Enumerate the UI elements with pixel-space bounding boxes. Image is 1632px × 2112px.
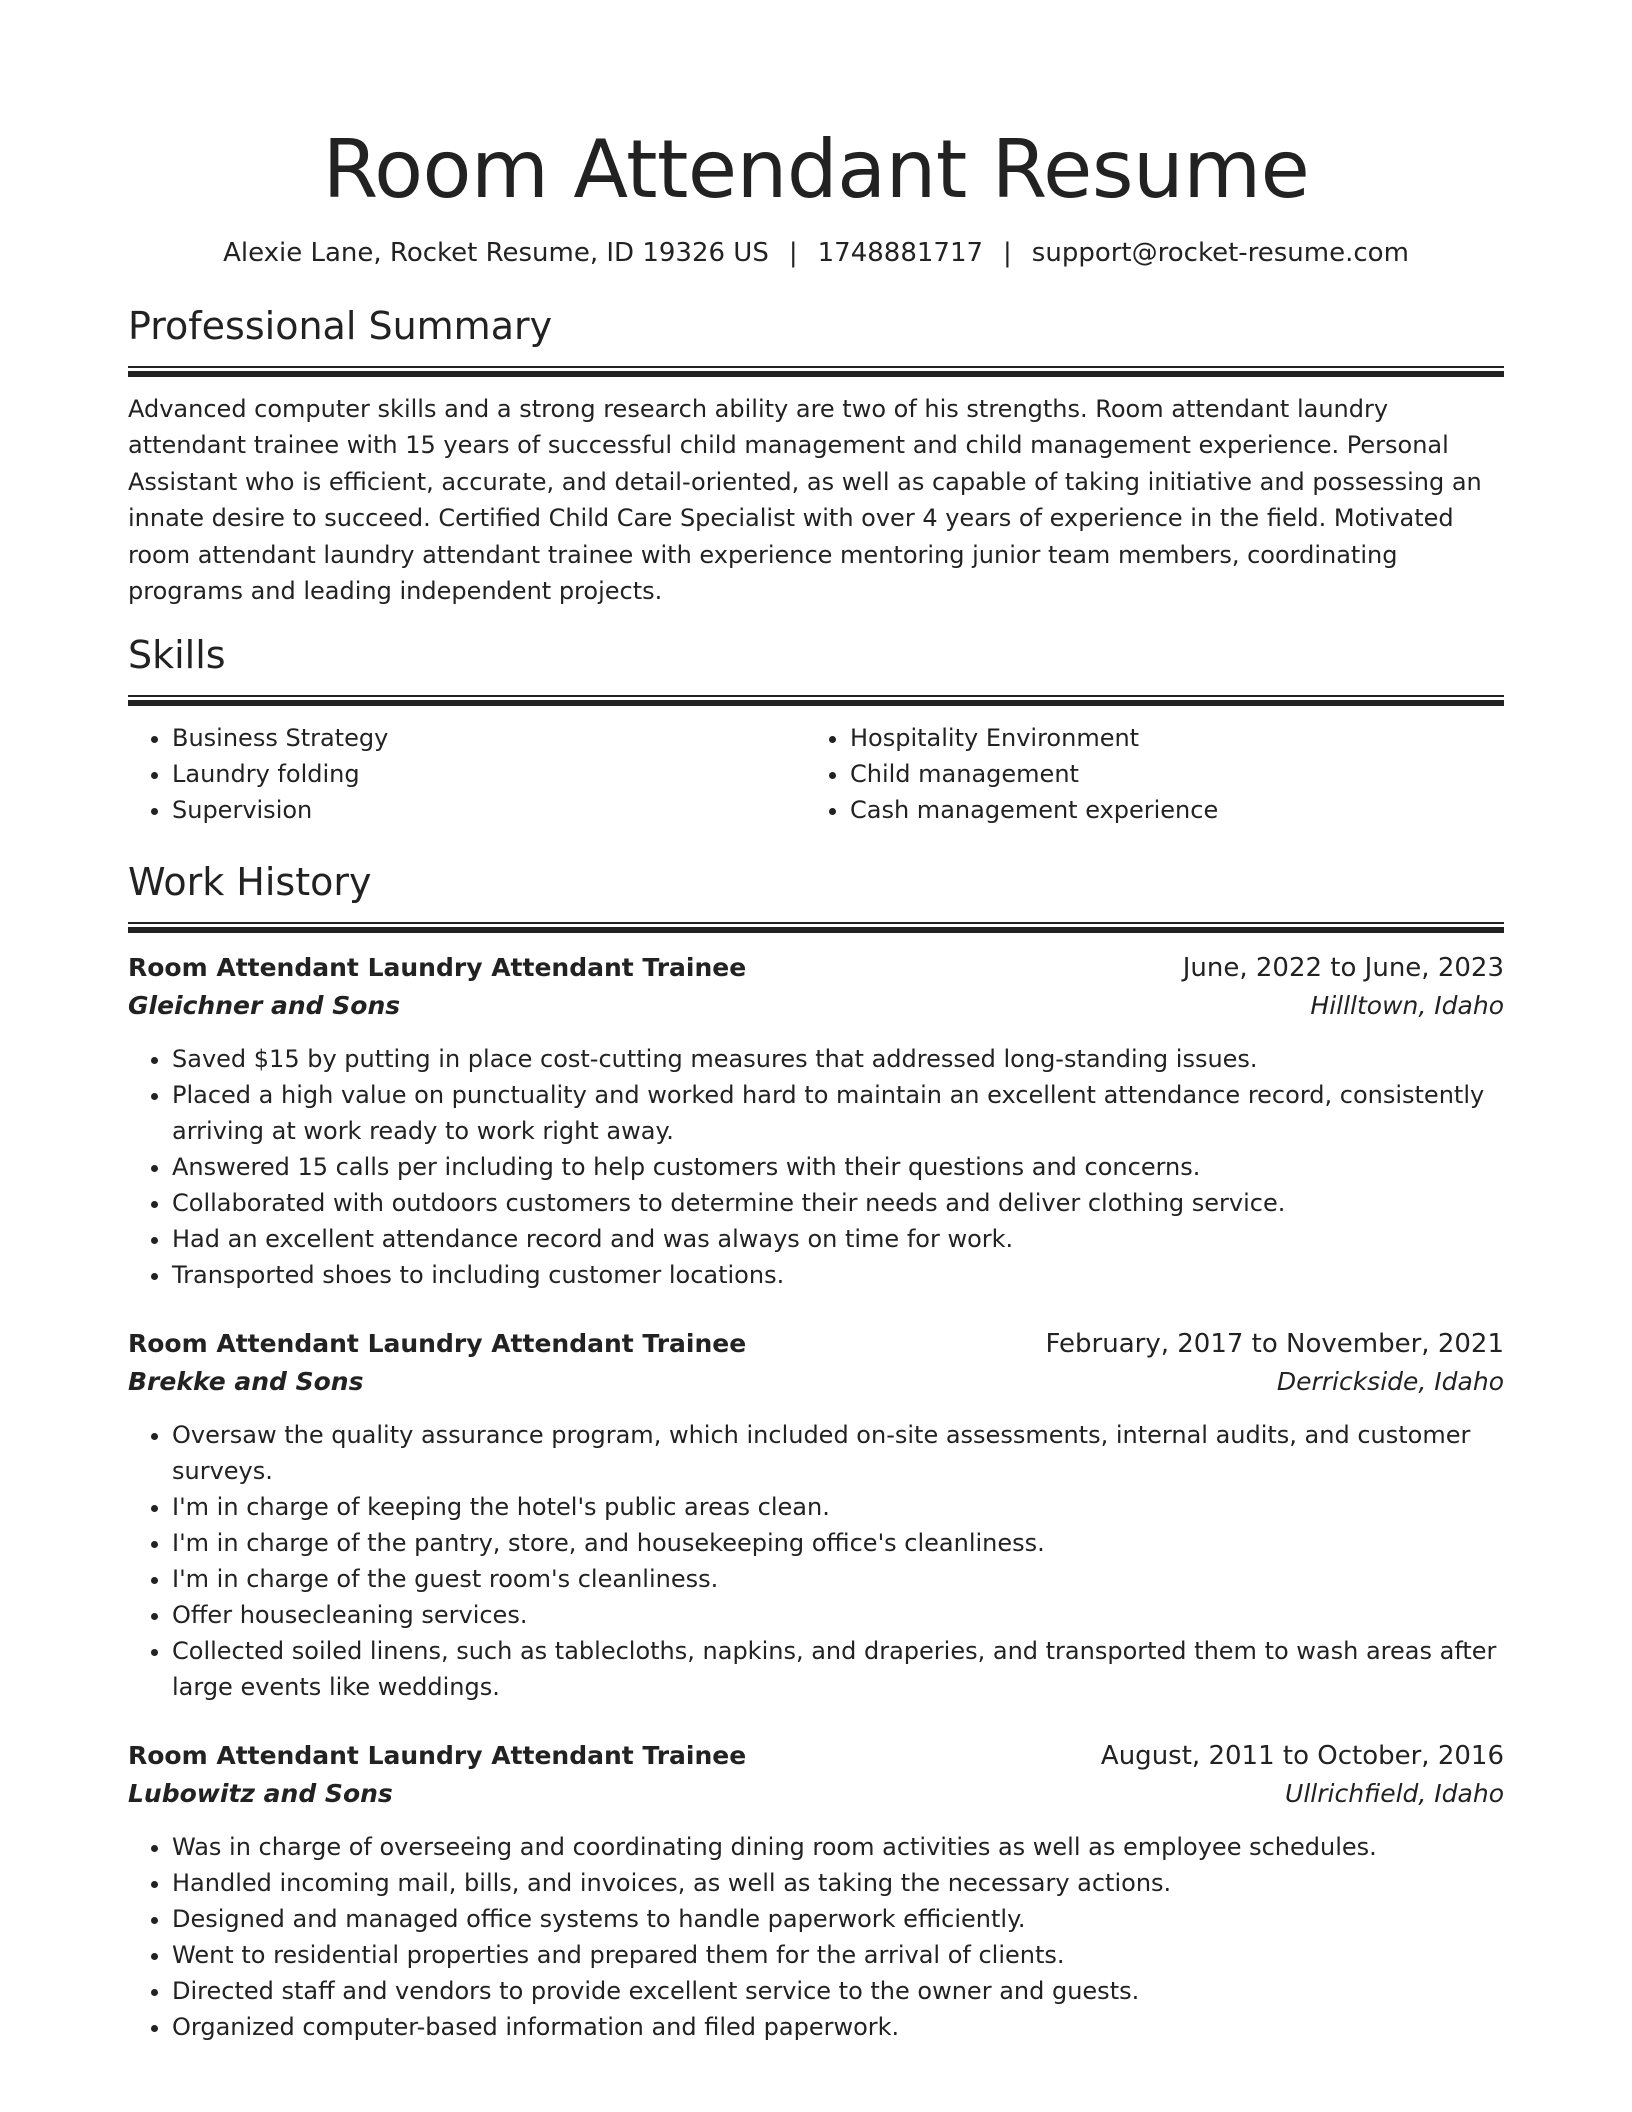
job-bullet: • Answered 15 calls per including to help customers with their questions and concerns. xyxy=(172,1149,1504,1185)
job-dates: June, 2022 to June, 2023 xyxy=(1182,953,1504,984)
skill-item: • Laundry folding xyxy=(172,756,806,792)
skills-heading: Skills xyxy=(128,633,226,678)
job-location: Hillltown, Idaho xyxy=(1310,991,1504,1021)
job-header xyxy=(128,949,1504,987)
summary-heading: Professional Summary xyxy=(128,304,553,348)
job-bullets xyxy=(128,1417,1504,1705)
job-bullet: • Handled incoming mail, bills, and invoices, as well as taking the necessary actions. xyxy=(172,1865,1504,1901)
skills-section xyxy=(128,631,1504,828)
job-bullets xyxy=(128,1829,1504,2045)
job-header xyxy=(128,1737,1504,1775)
job-bullet: • Was in charge of overseeing and coordinating dining room activities as well as employee schedules. xyxy=(172,1829,1504,1865)
job-location: Ullrichfield, Idaho xyxy=(1285,1779,1504,1809)
contact-line xyxy=(128,236,1504,270)
skill-item: • Supervision xyxy=(172,792,806,828)
resume-page xyxy=(128,0,1504,2077)
section-divider xyxy=(128,366,1504,377)
job-entry xyxy=(128,949,1504,1293)
job-subheader xyxy=(128,987,1504,1025)
job-bullet: • Went to residential properties and prepared them for the arrival of clients. xyxy=(172,1937,1504,1973)
section-divider xyxy=(128,695,1504,706)
job-subheader xyxy=(128,1363,1504,1401)
job-bullet: • Oversaw the quality assurance program, which included on-site assessments, internal audits, and customer surveys. xyxy=(172,1417,1504,1489)
job-entry xyxy=(128,1737,1504,2045)
resume-title: Room Attendant Resume xyxy=(322,123,1310,216)
job-dates: February, 2017 to November, 2021 xyxy=(1045,1329,1504,1360)
skill-item: • Business Strategy xyxy=(172,720,806,756)
job-bullet: • Offer housecleaning services. xyxy=(172,1597,1504,1633)
job-bullet: • Had an excellent attendance record and was always on time for work. xyxy=(172,1221,1504,1257)
contact-separator: | xyxy=(1003,238,1012,268)
job-entry xyxy=(128,1325,1504,1705)
job-title: Room Attendant Laundry Attendant Trainee xyxy=(128,1741,747,1771)
job-bullet: • Transported shoes to including customer locations. xyxy=(172,1257,1504,1293)
job-location: Derrickside, Idaho xyxy=(1276,1367,1504,1397)
skill-item: • Child management xyxy=(850,756,1484,792)
work-history-heading: Work History xyxy=(128,860,372,905)
job-bullet: • Collected soiled linens, such as tablecloths, napkins, and draperies, and transported them to wash areas after large events like weddings. xyxy=(172,1633,1504,1705)
job-bullet: • Designed and managed office systems to handle paperwork efficiently. xyxy=(172,1901,1504,1937)
skills-list-right xyxy=(806,720,1484,828)
skill-item: • Cash management experience xyxy=(850,792,1484,828)
job-subheader xyxy=(128,1775,1504,1813)
section-divider xyxy=(128,922,1504,933)
contact-phone: 1748881717 xyxy=(817,238,984,268)
skills-list-left xyxy=(128,720,806,828)
summary-section xyxy=(128,302,1504,609)
skills-columns xyxy=(128,720,1504,828)
contact-email[interactable]: support@rocket-resume.com xyxy=(1031,238,1409,268)
job-title: Room Attendant Laundry Attendant Trainee xyxy=(128,953,747,983)
job-bullets xyxy=(128,1041,1504,1293)
job-bullet: • Collaborated with outdoors customers to determine their needs and deliver clothing service. xyxy=(172,1185,1504,1221)
job-bullet: • Saved $15 by putting in place cost-cutting measures that addressed long-standing issues. xyxy=(172,1041,1504,1077)
job-company: Brekke and Sons xyxy=(128,1367,364,1397)
contact-separator: | xyxy=(788,238,798,268)
job-bullet: • Directed staff and vendors to provide excellent service to the owner and guests. xyxy=(172,1973,1504,2009)
job-dates: August, 2011 to October, 2016 xyxy=(1100,1741,1504,1772)
job-bullet: • Placed a high value on punctuality and worked hard to maintain an excellent attendance record, consistently arriving at work ready to work right away. xyxy=(172,1077,1504,1149)
job-company: Gleichner and Sons xyxy=(128,991,401,1021)
job-title: Room Attendant Laundry Attendant Trainee xyxy=(128,1329,747,1359)
job-company: Lubowitz and Sons xyxy=(128,1779,393,1809)
job-bullet: • I'm in charge of keeping the hotel's public areas clean. xyxy=(172,1489,1504,1525)
job-bullet: • Organized computer-based information and filed paperwork. xyxy=(172,2009,1504,2045)
skill-item: • Hospitality Environment xyxy=(850,720,1484,756)
work-history-section xyxy=(128,858,1504,2045)
summary-text: Advanced computer skills and a strong research ability are two of his strengths. Room attendant laundry attendant trainee with 15 years of successful child management and child management experience. Personal Assistant who is efficient, accurate, and detail-oriented, as well as capable of taking initiative and possessing an innate desire to succeed. Certified Child Care Specialist with over 4 years of experience in the field. Motivated room attendant laundry attendant trainee with experience mentoring junior team members, coordinating programs and leading independent projects. xyxy=(128,395,1482,606)
job-bullet: • I'm in charge of the pantry, store, and housekeeping office's cleanliness. xyxy=(172,1525,1504,1561)
job-header xyxy=(128,1325,1504,1363)
contact-address: Alexie Lane, Rocket Resume, ID 19326 US xyxy=(223,238,769,268)
job-bullet: • I'm in charge of the guest room's cleanliness. xyxy=(172,1561,1504,1597)
